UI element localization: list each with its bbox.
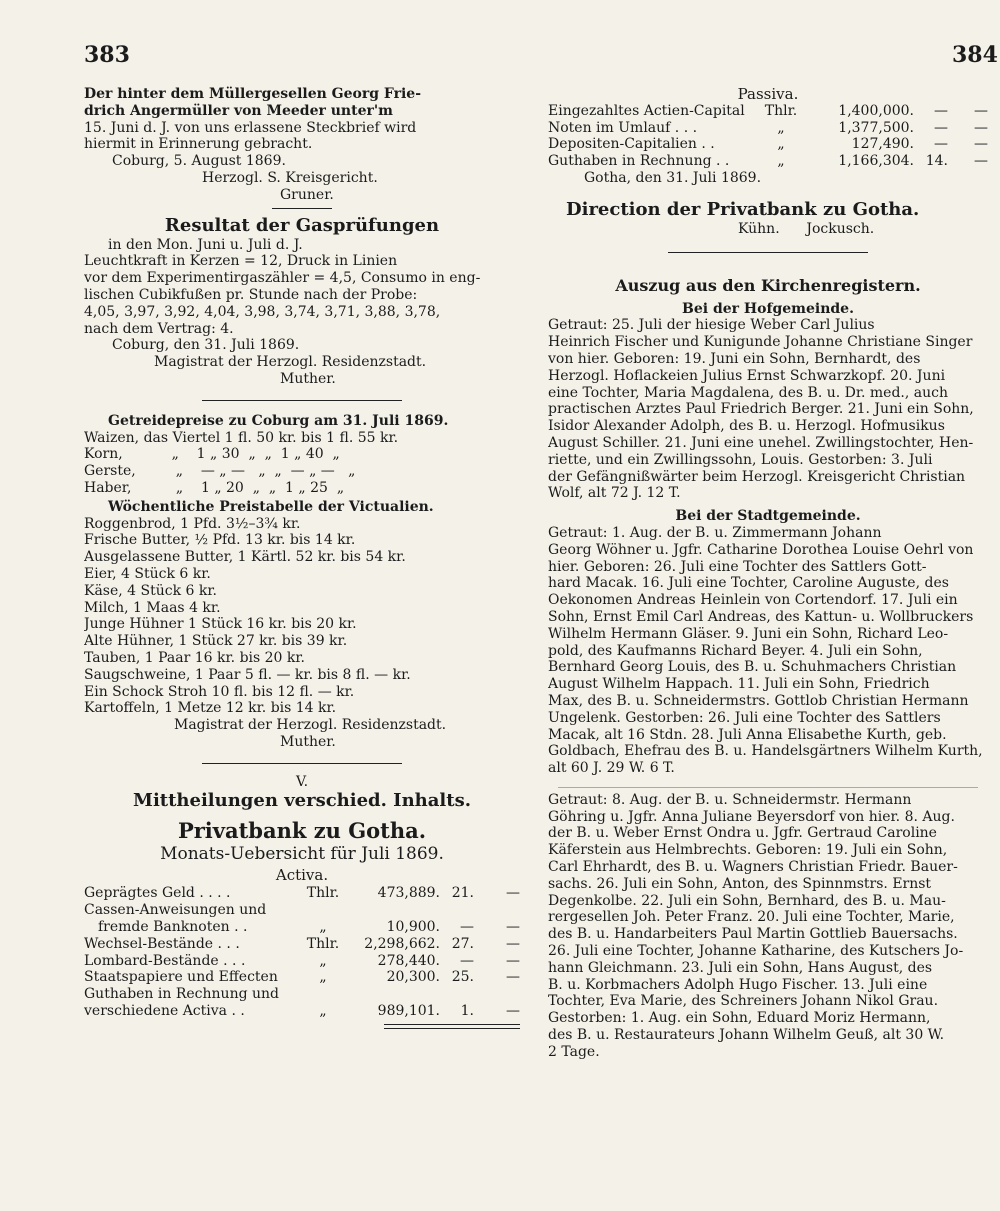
row-value: 1,377,500. [838,119,914,136]
stadt-title: Bei der Stadtgemeinde. [675,508,861,525]
register-line: Max, des B. u. Schneidermstrs. Gottlob Christian Hermann [548,692,969,709]
activa-row [84,902,520,919]
register-line: der Gefängnißwärter beim Herzogl. Kreisgericht Christian [548,468,966,485]
row-unit: „ [777,153,785,170]
row-unit: Thlr. [764,102,798,119]
gas-line: in den Mon. Juni u. Juli d. J. [108,236,303,253]
gas-line: lischen Cubikfußen pr. Stunde nach der Probe: [84,286,418,303]
row-label: Depositen-Capitalien . . [548,136,715,153]
register-line: hard Macak. 16. Juli eine Tochter, Caroline Auguste, des [548,575,949,592]
row-label: fremde Banknoten . . [98,919,248,936]
row-label: verschiedene Activa . . [84,1003,245,1020]
register-line: Oekonomen Andreas Heinlein von Cortendorf. 17. Juli ein [548,592,958,609]
register-line: eine Tochter, Maria Magdalena, des B. u. Dr. med., auch [548,384,949,401]
row-groschen: — [460,952,474,969]
row-value: 20,300. [386,969,440,986]
divider [668,252,868,253]
activa-row [84,986,520,1003]
row-label: Noten im Umlauf . . . [548,119,698,136]
victual-line: Tauben, 1 Paar 16 kr. bis 20 kr. [84,649,305,666]
bank-title: Privatbank zu Gotha. [177,818,427,844]
row-label: Cassen-Anweisungen und [84,902,267,919]
divider [272,208,332,209]
bank-section [84,818,520,1028]
section-title: Mittheilungen verschied. Inhalts. [133,790,471,812]
gas-authority: Magistrat der Herzogl. Residenzstadt. [154,354,427,371]
row-unit: „ [777,119,785,136]
divider [202,763,402,764]
grain-prices-section [84,413,520,497]
register-line: des B. u. Restaurateurs Johann Wilhelm Geuß, alt 30 W. [548,1027,945,1044]
row-pfennig: — [974,153,988,170]
row-pfennig: — [506,952,520,969]
register-line: August Wilhelm Happach. 11. Juli ein Sohn, Friedrich [548,676,930,693]
victuals-section [84,499,520,751]
victual-line: Eier, 4 Stück 6 kr. [84,565,211,582]
bank-subtitle: Monats-Uebersicht für Juli 1869. [160,844,444,865]
passiva-row [548,120,988,137]
row-unit: „ [319,919,327,936]
row-unit: „ [777,136,785,153]
row-value: 278,440. [377,952,440,969]
total-double-rule [384,1024,520,1029]
row-pfennig: — [506,1003,520,1020]
row-unit: „ [319,952,327,969]
row-value: 2,298,662. [364,935,440,952]
register-line: hier. Geboren: 26. Juli eine Tochter des Sattlers Gott- [548,558,927,575]
row-pfennig: — [974,102,988,119]
grain-line: Korn, „ 1 „ 30 „ „ 1 „ 40 „ [84,446,340,463]
victual-line: Frische Butter, ½ Pfd. 13 kr. bis 14 kr. [84,532,356,549]
row-groschen: — [934,119,948,136]
row-pfennig: — [974,136,988,153]
register-line: riette, und ein Zwillingssohn, Louis. Gestorben: 3. Juli [548,451,933,468]
gas-signature: Muther. [280,370,336,387]
register-line: Gestorben: 1. Aug. ein Sohn, Eduard Moriz Hermann, [548,1010,931,1027]
register-line: August Schiller. 21. Juni eine unehel. Zwillingstochter, Hen- [548,434,974,451]
victuals-authority: Magistrat der Herzogl. Residenzstadt. [174,717,447,734]
row-groschen: — [460,919,474,936]
register-line: Göhring u. Jgfr. Anna Juliane Beyersdorf von hier. 8. Aug. [548,808,955,825]
gas-test-title: Resultat der Gasprüfungen [164,214,440,236]
page-number-right: 384 [952,42,998,68]
row-groschen: 27. [451,935,474,952]
register-line: hann Gleichmann. 23. Juli ein Sohn, Hans August, des [548,959,933,976]
bank-date: Gotha, den 31. Juli 1869. [584,169,762,186]
passiva-label: Passiva. [737,85,799,103]
notice-signature: Gruner. [280,186,334,203]
register-line: Goldbach, Ehefrau des B. u. Handelsgärtners Wilhelm Kurth, [548,743,983,760]
register-line: 26. Juli eine Tochter, Johanne Katharine, des Kutschers Jo- [548,943,964,960]
register-line: Ungelenk. Gestorben: 26. Juli eine Tochter des Sattlers [548,709,941,726]
row-unit: Thlr. [306,885,340,902]
hof-entries [548,317,988,502]
right-column [548,86,988,1061]
gas-line: Leuchtkraft in Kerzen = 12, Druck in Linien [84,253,398,270]
row-label: Lombard-Bestände . . . [84,952,246,969]
row-label: Geprägtes Geld . . . . [84,885,231,902]
activa-row [84,1003,520,1020]
victual-line: Ausgelassene Butter, 1 Kärtl. 52 kr. bis 54 kr. [84,549,406,566]
victuals-title: Wöchentliche Preistabelle der Victualien. [108,498,434,515]
victuals-signature: Muther. [280,733,336,750]
activa-row [84,969,520,986]
register-line: pold, des Kaufmanns Richard Beyer. 4. Juli ein Sohn, [548,642,923,659]
register-line: Bernhard Georg Louis, des B. u. Schuhmachers Christian [548,659,957,676]
register-line: Macak, alt 16 Stdn. 28. Juli Anna Elisabethe Kurth, geb. [548,726,947,743]
notice-line: 15. Juni d. J. von uns erlassene Steckbrief wird [84,119,417,136]
register-line: Isidor Alexander Adolph, des B. u. Herzogl. Hofmusikus [548,418,945,435]
divider [202,400,402,401]
row-pfennig: — [506,919,520,936]
row-value: 1,400,000. [838,102,914,119]
victual-line: Käse, 4 Stück 6 kr. [84,582,217,599]
passiva-row [548,153,988,170]
notice-line: Der hinter dem Müllergesellen Georg Frie- [84,86,422,102]
register-line: rergesellen Joh. Peter Franz. 20. Juli eine Tochter, Marie, [548,909,955,926]
register-line: Wolf, alt 72 J. 12 T. [548,485,681,502]
grain-line: Haber, „ 1 „ 20 „ „ 1 „ 25 „ [84,479,345,496]
grain-line: Waizen, das Viertel 1 fl. 50 kr. bis 1 fl. 55 kr. [84,429,399,446]
stadt-entries [548,525,988,777]
victual-line: Junge Hühner 1 Stück 16 kr. bis 20 kr. [84,616,357,633]
section-number: V. [295,773,309,790]
victual-line: Alte Hühner, 1 Stück 27 kr. bis 39 kr. [84,633,348,650]
row-value: 10,900. [386,919,440,936]
victual-line: Saugschweine, 1 Paar 5 fl. — kr. bis 8 fl. — kr. [84,666,411,683]
register-line: Getraut: 8. Aug. der B. u. Schneidermstr. Hermann [548,791,912,808]
row-groschen: 21. [451,885,474,902]
activa-row [84,885,520,902]
register-line: Georg Wöhner u. Jgfr. Catharine Dorothea Louise Oehrl von [548,541,974,558]
row-label: Wechsel-Bestände . . . [84,935,240,952]
register-line: Heinrich Fischer und Kunigunde Johanne Christiane Singer [548,334,973,351]
passiva-row [548,103,988,120]
register-line: Getraut: 1. Aug. der B. u. Zimmermann Johann [548,524,882,541]
gas-line: vor dem Experimentirgaszähler = 4,5, Consumo in eng- [84,270,481,287]
victual-line: Kartoffeln, 1 Metze 12 kr. bis 14 kr. [84,700,337,717]
register-line: von hier. Geboren: 19. Juni ein Sohn, Bernhardt, des [548,350,921,367]
notice-line: drich Angermüller von Meeder unter'm [84,102,393,119]
victual-line: Ein Schock Stroh 10 fl. bis 12 fl. — kr. [84,683,355,700]
register-line: 2 Tage. [548,1043,600,1060]
activa-row [84,919,520,936]
third-entries [548,792,988,1061]
row-value: 473,889. [377,885,440,902]
row-unit: „ [319,1003,327,1020]
gas-line: 4,05, 3,97, 3,92, 4,04, 3,98, 3,74, 3,71, 3,88, 3,78, [84,303,441,320]
register-line: der B. u. Weber Ernst Ondra u. Jgfr. Gertraud Caroline [548,825,937,842]
church-title: Auszug aus den Kirchenregistern. [615,275,921,295]
victual-line: Roggenbrod, 1 Pfd. 3½–3¾ kr. [84,515,301,532]
gas-test-section [84,215,520,388]
row-label: Guthaben in Rechnung . . [548,153,730,170]
register-line: sachs. 26. Juli ein Sohn, Anton, des Spinnmstrs. Ernst [548,875,932,892]
gas-date: Coburg, den 31. Juli 1869. [112,337,300,354]
row-label: Eingezahltes Actien-Capital [548,102,745,119]
register-line: Käferstein aus Helmbrechts. Geboren: 19. Juli ein Sohn, [548,842,948,859]
grain-line: Gerste, „ — „ — „ „ — „ — „ [84,463,356,480]
register-line: practischen Arztes Paul Friedrich Berger. 21. Juni ein Sohn, [548,401,974,418]
register-line: Tochter, Eva Marie, des Schreiners Johann Nikol Grau. [548,993,939,1010]
gas-line: nach dem Vertrag: 4. [84,320,234,337]
bank-signatures: Kühn. Jockusch. [738,220,875,237]
row-pfennig: — [506,969,520,986]
row-groschen: 14. [925,153,948,170]
grain-title: Getreidepreise zu Coburg am 31. Juli 1869. [108,412,449,429]
row-value: 127,490. [851,136,914,153]
row-unit: Thlr. [306,935,340,952]
row-groschen: — [934,102,948,119]
row-pfennig: — [974,119,988,136]
notice-authority: Herzogl. S. Kreisgericht. [202,169,378,186]
row-unit: „ [319,969,327,986]
row-groschen: 1. [460,1003,474,1020]
divider [558,787,978,788]
row-groschen: 25. [451,969,474,986]
register-line: alt 60 J. 29 W. 6 T. [548,760,675,777]
activa-row [84,953,520,970]
row-pfennig: — [506,885,520,902]
page-number-left: 383 [84,42,130,68]
register-line: B. u. Korbmachers Adolph Hugo Fischer. 13. Juli eine [548,976,928,993]
row-pfennig: — [506,935,520,952]
activa-row [84,936,520,953]
notice-line: hiermit in Erinnerung gebracht. [84,136,313,153]
register-line: Getraut: 25. Juli der hiesige Weber Carl Julius [548,317,875,334]
row-value: 1,166,304. [838,153,914,170]
row-label: Guthaben in Rechnung und [84,986,279,1003]
register-line: Carl Ehrhardt, des B. u. Wagners Christian Friedr. Bauer- [548,859,958,876]
register-line: Herzogl. Hoflackeien Julius Ernst Schwarzkopf. 20. Juni [548,367,946,384]
row-groschen: — [934,136,948,153]
notice-date: Coburg, 5. August 1869. [112,153,286,170]
register-line: Wilhelm Hermann Gläser. 9. Juni ein Sohn, Richard Leo- [548,625,949,642]
register-line: des B. u. Handarbeiters Paul Martin Gottlieb Bauersachs. [548,926,958,943]
victual-line: Milch, 1 Maas 4 kr. [84,599,221,616]
passiva-row [548,136,988,153]
left-column [84,86,520,1029]
row-value: 989,101. [377,1003,440,1020]
warrant-notice [84,86,520,204]
register-line: Degenkolbe. 22. Juli ein Sohn, Bernhard, des B. u. Mau- [548,892,946,909]
row-label: Staatspapiere und Effecten [84,969,278,986]
register-line: Sohn, Ernst Emil Carl Andreas, des Kattun- u. Wollbruckers [548,608,974,625]
activa-label: Activa. [275,866,329,885]
bank-direction: Direction der Privatbank zu Gotha. [566,198,920,220]
hof-title: Bei der Hofgemeinde. [682,300,854,317]
